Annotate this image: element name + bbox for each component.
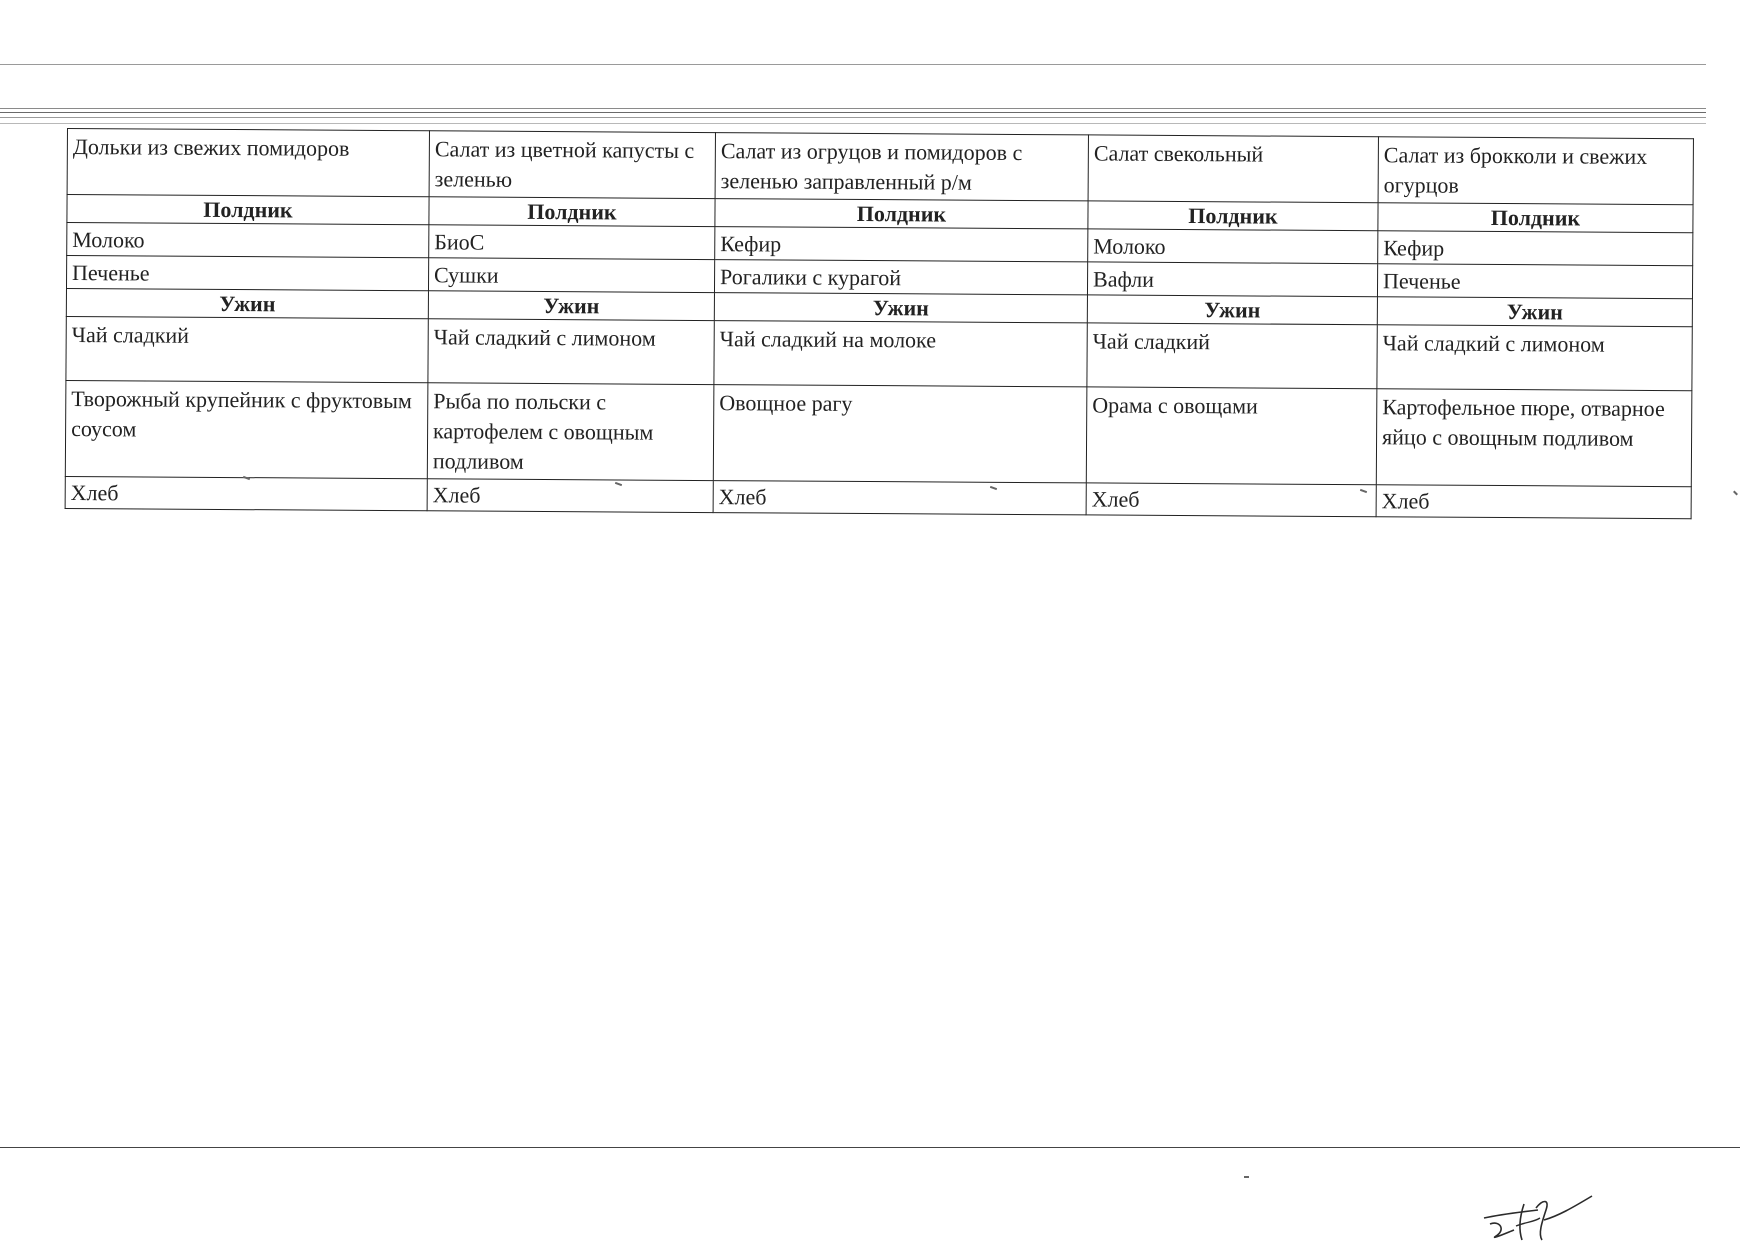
menu-cell: Молоко (67, 223, 429, 258)
menu-cell: Кефир (715, 227, 1088, 262)
meal-heading: Полдник (715, 199, 1088, 229)
menu-cell: Салат из огруцов и помидоров с зеленью заправленный р/м (715, 133, 1088, 201)
menu-cell: Дольки из свежих помидоров (67, 129, 429, 197)
scan-mark (1244, 1176, 1249, 1178)
header-rule (0, 64, 1706, 65)
menu-cell: Чай сладкий (1087, 323, 1377, 389)
footer-rule (0, 1147, 1740, 1148)
menu-cell: Рогалики с курагой (714, 260, 1087, 295)
menu-cell: Орама с овощами (1086, 387, 1377, 485)
menu-cell: Салат из цветной капусты с зеленью (429, 131, 715, 199)
menu-cell: Чай сладкий с лимоном (428, 319, 714, 385)
header-rule (0, 123, 1706, 124)
meal-heading: Ужин (714, 293, 1087, 323)
meal-heading: Полдник (1088, 201, 1378, 231)
menu-cell: Салат свекольный (1088, 135, 1378, 203)
menu-cell: БиоС (429, 225, 715, 260)
menu-cell: Кефир (1378, 231, 1693, 266)
scan-mark (1733, 491, 1738, 496)
menu-cell: Хлеб (1086, 483, 1376, 517)
menu-cell: Хлеб (65, 476, 427, 510)
meal-heading: Полдник (1378, 203, 1693, 233)
meal-heading: Полдник (67, 195, 429, 225)
menu-cell: Салат из брокколи и свежих огурцов (1378, 137, 1693, 205)
meal-heading: Ужин (428, 291, 714, 321)
table-row (66, 316, 1692, 390)
menu-cell: Хлеб (713, 481, 1086, 515)
menu-cell: Овощное рагу (713, 385, 1087, 483)
header-rule (0, 112, 1706, 113)
menu-cell: Рыба по польски с картофелем с овощным подливом (427, 383, 714, 481)
signature-icon (1480, 1190, 1600, 1242)
meal-heading: Ужин (1087, 295, 1377, 325)
menu-cell: Творожный крупейник с фруктовым соусом (65, 380, 428, 478)
menu-cell: Вафли (1087, 262, 1377, 297)
menu-cell: Молоко (1088, 229, 1378, 264)
menu-cell: Чай сладкий с лимоном (1377, 325, 1692, 391)
header-rule (0, 117, 1706, 118)
menu-cell: Чай сладкий (66, 316, 428, 382)
meal-heading: Полдник (429, 197, 715, 227)
menu-cell: Печенье (1377, 264, 1692, 299)
menu-table (65, 128, 1694, 519)
meal-heading: Ужин (1377, 297, 1692, 327)
menu-cell: Хлеб (427, 479, 713, 513)
meal-heading: Ужин (66, 288, 428, 318)
header-rule (0, 108, 1706, 109)
menu-cell: Печенье (66, 256, 428, 291)
menu-cell: Чай сладкий на молоке (714, 321, 1087, 387)
menu-cell: Хлеб (1376, 485, 1691, 519)
table-row (67, 129, 1693, 205)
menu-cell: Картофельное пюре, отварное яйцо с овощным подливом (1376, 389, 1692, 487)
table-row (65, 380, 1692, 486)
menu-cell: Сушки (428, 258, 714, 293)
